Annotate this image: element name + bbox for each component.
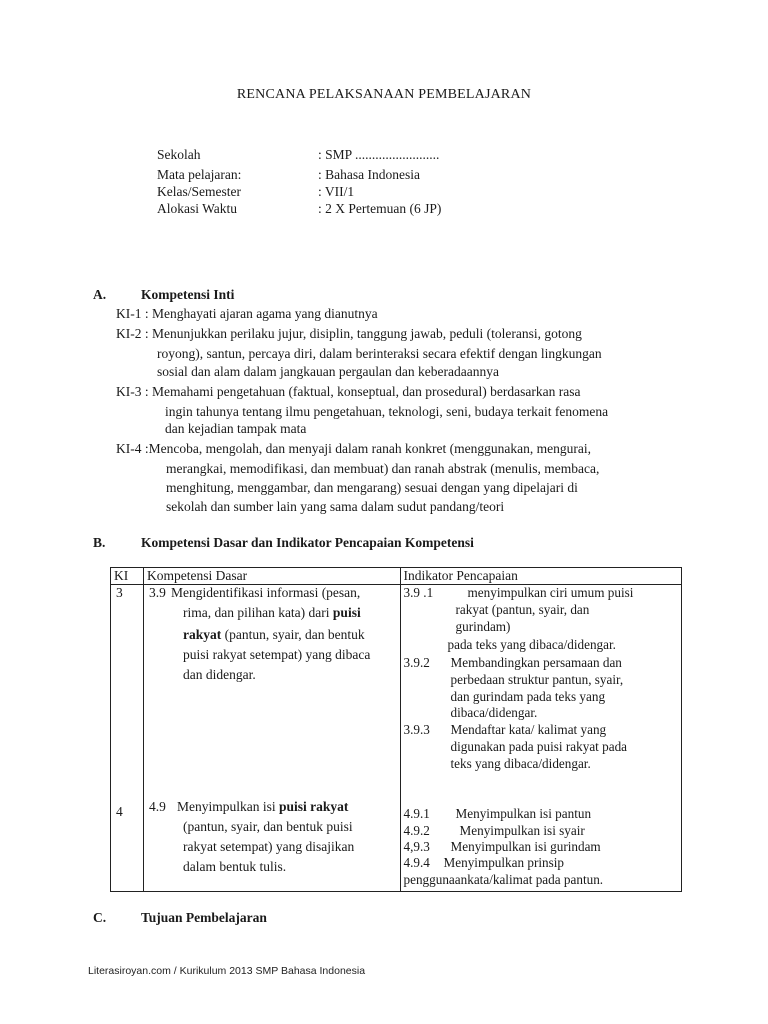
ki2-line: sosial dan alam dalam jangkauan pergaulan dan keberadaannya [157, 364, 499, 379]
section-b-letter: B. [93, 535, 106, 550]
kd-text: rakyat (pantun, syair, dan bentuk [182, 627, 365, 642]
page-footer: Literasiroyan.com / Kurikulum 2013 SMP Bahasa Indonesia [88, 965, 366, 977]
indicator-text: Menyimpulkan isi pantun [455, 806, 592, 821]
table-row [111, 585, 682, 892]
kd-text: dan didengar. [182, 667, 256, 682]
section-b-title: Kompetensi Dasar dan Indikator Pencapaian Kompetensi [141, 535, 474, 550]
indicator-text: Menyimpulkan prinsip [443, 855, 565, 870]
indicator-number: 3.9.2 [403, 655, 430, 670]
indicator-text: Menyimpulkan isi gurindam [450, 839, 601, 854]
kd-text: Mengidentifikasi informasi (pesan, [170, 585, 361, 600]
kd-text: puisi rakyat setempat) yang dibaca [182, 647, 371, 662]
section-c-letter: C. [93, 910, 107, 925]
kd-text: Menyimpulkan isi puisi rakyat [176, 799, 349, 814]
indicator-number: 4.9.1 [403, 806, 430, 821]
kd-text: dalam bentuk tulis. [182, 859, 287, 874]
indicator-cell [400, 585, 681, 892]
identity-value-sekolah: : SMP ......................... [318, 147, 440, 162]
indicator-text: perbedaan struktur pantun, syair, [450, 672, 624, 687]
indicator-text: dan gurindam pada teks yang [450, 689, 606, 704]
kd-number: 4.9 [148, 799, 166, 814]
kd-text: (pantun, syair, dan bentuk puisi [182, 819, 353, 834]
header-kompetensi-dasar: Kompetensi Dasar [143, 568, 400, 585]
header-ki: KI [111, 568, 144, 585]
table-header-row [111, 568, 682, 585]
identity-value-alokasi: : 2 X Pertemuan (6 JP) [318, 201, 442, 216]
indicator-text: Membandingkan persamaan dan [450, 655, 622, 670]
ki3-line: ingin tahunya tentang ilmu pengetahuan, teknologi, seni, budaya terkait fenomena [165, 404, 609, 419]
document-title: RENCANA PELAKSANAAN PEMBELAJARAN [236, 87, 532, 102]
indicator-text: menyimpulkan ciri umum puisi [467, 585, 634, 600]
indicator-text: dibaca/didengar. [450, 705, 538, 720]
indicator-number: 4.9.2 [403, 823, 430, 838]
section-c-title: Tujuan Pembelajaran [141, 910, 267, 925]
section-a-letter: A. [93, 287, 107, 302]
ki2-line: KI-2 : Menunjukkan perilaku jujur, disiplin, tanggung jawab, peduli (toleransi, gotong [116, 326, 582, 341]
ki4-line: sekolah dan sumber lain yang sama dalam sudut pandang/teori [166, 499, 505, 514]
ki4-line: menghitung, menggambar, dan mengarang) sesuai dengan yang dipelajari di [166, 480, 578, 495]
header-indikator: Indikator Pencapaian [400, 568, 681, 585]
row-ki-number: 3 [116, 585, 123, 600]
kd-text: rakyat setempat) yang disajikan [182, 839, 355, 854]
kd-number: 3.9 [148, 585, 166, 600]
ki4-line: merangkai, memodifikasi, dan membuat) dan ranah abstrak (menulis, membaca, [166, 461, 600, 476]
kd-text: rima, dan pilihan kata) dari puisi [182, 605, 361, 620]
ki1-line: KI-1 : Menghayati ajaran agama yang dianutnya [116, 306, 378, 321]
identity-value-kelas: : VII/1 [318, 184, 355, 199]
indicator-number: 4,9.3 [403, 839, 430, 854]
ki2-line: royong), santun, percaya diri, dalam berinteraksi secara efektif dengan lingkungan [157, 346, 602, 361]
identity-value-mapel: : Bahasa Indonesia [318, 167, 420, 182]
kd-table [110, 567, 682, 892]
ki3-line: dan kejadian tampak mata [165, 421, 307, 436]
ki3-line: KI-3 : Memahami pengetahuan (faktual, konseptual, dan prosedural) berdasarkan rasa [116, 384, 581, 399]
section-a-title: Kompetensi Inti [141, 287, 235, 302]
kd-cell [143, 585, 400, 892]
indicator-number: 3.9.3 [403, 722, 430, 737]
identity-label-mapel: Mata pelajaran: [157, 167, 242, 182]
indicator-number: 4.9.4 [403, 855, 430, 870]
identity-label-sekolah: Sekolah [157, 147, 201, 162]
indicator-text: Menyimpulkan isi syair [459, 823, 585, 838]
indicator-text: rakyat (pantun, syair, dan [455, 602, 590, 617]
row-ki-cell [111, 585, 144, 892]
ki4-line: KI-4 :Mencoba, mengolah, dan menyaji dalam ranah konkret (menggunakan, mengurai, [116, 441, 591, 456]
row-ki-number: 4 [116, 804, 123, 819]
indicator-text: gurindam) [455, 619, 511, 634]
identity-label-alokasi: Alokasi Waktu [157, 201, 238, 216]
indicator-number: 3.9 .1 [403, 585, 434, 600]
indicator-text: teks yang dibaca/didengar. [450, 756, 591, 771]
indicator-text: digunakan pada puisi rakyat pada [450, 739, 628, 754]
identity-label-kelas: Kelas/Semester [157, 184, 241, 199]
indicator-text: penggunaankata/kalimat pada pantun. [403, 872, 604, 887]
indicator-text: pada teks yang dibaca/didengar. [447, 637, 616, 652]
indicator-text: Mendaftar kata/ kalimat yang [450, 722, 607, 737]
